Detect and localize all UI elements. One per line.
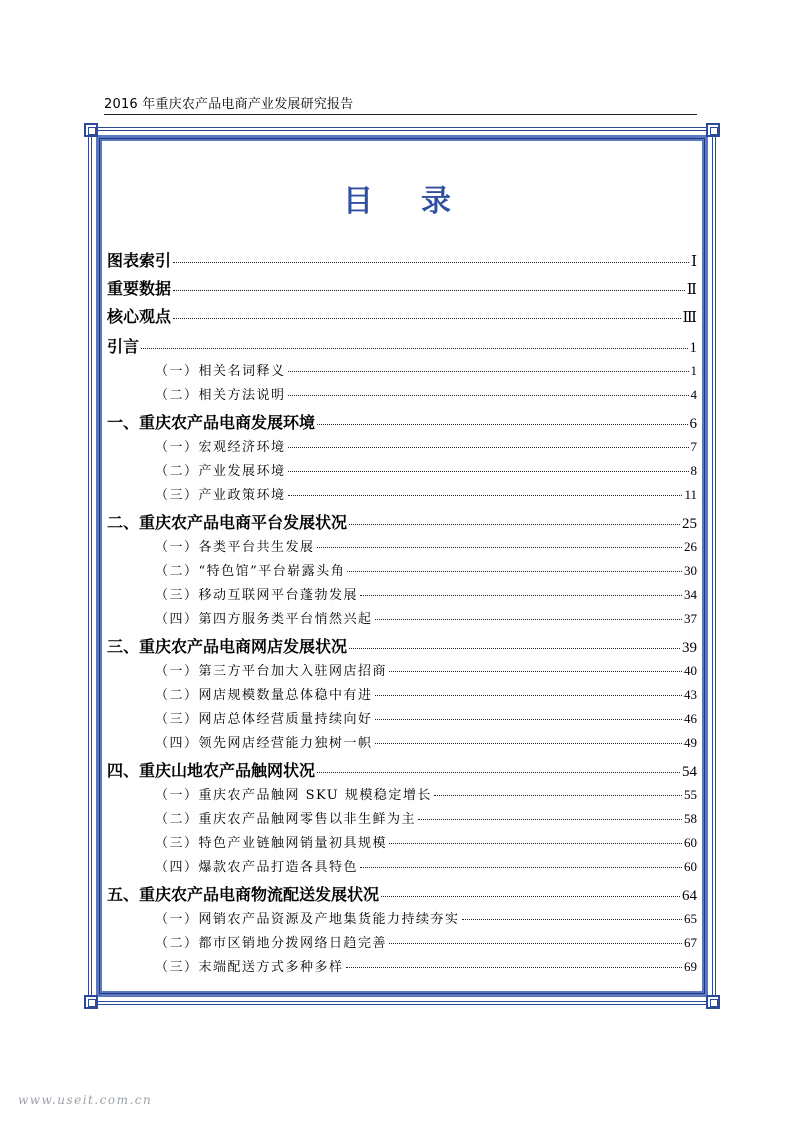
frame-corner-ornament (706, 123, 720, 137)
toc-dot-leader (375, 743, 682, 744)
toc-dot-leader (360, 867, 682, 868)
toc-entry[interactable] (155, 460, 697, 479)
running-header: 2016 年重庆农产品电商产业发展研究报告 (104, 97, 354, 112)
toc-entry-label: （四）领先网店经营能力独树一帜 (155, 736, 373, 751)
toc-dot-leader (389, 671, 682, 672)
toc-entry[interactable] (155, 684, 697, 703)
toc-entry-page: 4 (690, 387, 697, 402)
toc-entry-label: （一）相关名词释义 (155, 364, 286, 379)
toc-entry-page: 65 (684, 911, 697, 926)
toc-entry-label: 四、重庆山地农产品触网状况 (107, 761, 316, 780)
toc-entry-label: （三）网店总体经营质量持续向好 (155, 712, 373, 727)
toc-entry-page: Ⅲ (682, 310, 697, 326)
toc-entry-page: 39 (682, 640, 697, 656)
toc-entry-label: （一）网销农产品资源及产地集货能力持续夯实 (155, 912, 460, 927)
toc-dot-leader (434, 795, 682, 796)
toc-entry-page: 40 (684, 663, 697, 678)
toc-entry-label: （二）都市区销地分拨网络日趋完善 (155, 936, 388, 951)
toc-entry-page: 30 (684, 563, 697, 578)
toc-entry-page: 1 (689, 340, 697, 356)
toc-entry-page: 34 (684, 587, 697, 602)
toc-entry[interactable] (155, 660, 697, 679)
toc-entry[interactable] (155, 732, 697, 751)
toc-entry[interactable] (155, 832, 697, 851)
toc-entry[interactable] (155, 908, 697, 927)
toc-entry-label: （三）移动互联网平台蓬勃发展 (155, 588, 359, 603)
toc-dot-leader (317, 424, 687, 425)
toc-entry-page: 43 (684, 687, 697, 702)
toc-entry-label: （二）产业发展环境 (155, 464, 286, 479)
toc-dot-leader (317, 772, 680, 773)
toc-dot-leader (375, 719, 682, 720)
toc-entry-label: （二）重庆农产品触网零售以非生鲜为主 (155, 812, 417, 827)
toc-entry-page: 58 (684, 811, 697, 826)
frame-corner-ornament (84, 995, 98, 1009)
toc-entry-label: （一）宏观经济环境 (155, 440, 286, 455)
toc-entry-label: （二）“特色馆”平台崭露头角 (155, 564, 346, 579)
toc-entry-label: 核心观点 (107, 307, 172, 326)
toc-entry-page: Ⅰ (691, 254, 697, 270)
toc-dot-leader (349, 648, 680, 649)
toc-entry-label: （一）第三方平台加大入驻网店招商 (155, 664, 388, 679)
toc-entry-page: 60 (684, 835, 697, 850)
toc-entry[interactable] (107, 304, 697, 327)
frame-corner-ornament (706, 995, 720, 1009)
toc-dot-leader (462, 919, 682, 920)
toc-dot-leader (288, 395, 689, 396)
toc-entry[interactable] (107, 410, 697, 433)
toc-entry[interactable] (155, 360, 697, 379)
toc-dot-leader (349, 524, 680, 525)
toc-entry[interactable] (155, 932, 697, 951)
watermark: www.useit.com.cn (18, 1093, 153, 1107)
toc-entry-label: 二、重庆农产品电商平台发展状况 (107, 513, 348, 532)
toc-entry-label: 三、重庆农产品电商网店发展状况 (107, 637, 348, 656)
toc-dot-leader (288, 495, 683, 496)
toc-entry-page: 6 (689, 416, 697, 432)
toc-dot-leader (173, 262, 689, 263)
toc-entry[interactable] (155, 808, 697, 827)
toc-dot-leader (389, 843, 682, 844)
page-title: 目录 (343, 184, 499, 219)
toc-entry-label: 图表索引 (107, 251, 172, 270)
toc-entry-label: （三）产业政策环境 (155, 488, 286, 503)
toc-entry[interactable] (155, 708, 697, 727)
toc-dot-leader (288, 447, 689, 448)
toc-entry-label: 五、重庆农产品电商物流配送发展状况 (107, 885, 380, 904)
toc-entry[interactable] (155, 560, 697, 579)
toc-entry[interactable] (155, 484, 697, 503)
toc-dot-leader (173, 318, 681, 319)
toc-entry-page: 64 (682, 888, 697, 904)
toc-entry[interactable] (107, 634, 697, 657)
toc-entry[interactable] (155, 784, 697, 803)
toc-dot-leader (141, 348, 687, 349)
toc-dot-leader (317, 547, 682, 548)
toc-entry-page: 1 (690, 363, 697, 378)
toc-entry-label: （四）爆款农产品打造各具特色 (155, 860, 359, 875)
toc-dot-leader (173, 290, 685, 291)
toc-entry-label: （三）特色产业链触网销量初具规模 (155, 836, 388, 851)
toc-entry[interactable] (107, 248, 697, 271)
toc-entry-page: Ⅱ (686, 282, 697, 298)
header-rule (104, 114, 697, 115)
toc-entry-label: （一）各类平台共生发展 (155, 540, 315, 555)
toc-entry[interactable] (107, 276, 697, 299)
toc-dot-leader (347, 571, 682, 572)
toc-entry[interactable] (107, 510, 697, 533)
toc-dot-leader (288, 471, 689, 472)
toc-entry[interactable] (155, 436, 697, 455)
toc-entry-label: （一）重庆农产品触网 SKU 规模稳定增长 (155, 788, 432, 803)
toc-entry[interactable] (155, 584, 697, 603)
toc-entry-page: 55 (684, 787, 697, 802)
toc-entry[interactable] (155, 608, 697, 627)
toc-entry-page: 8 (690, 463, 697, 478)
toc-entry-label: 一、重庆农产品电商发展环境 (107, 413, 316, 432)
toc-entry-label: （三）末端配送方式多种多样 (155, 960, 344, 975)
toc-entry-label: 引言 (107, 337, 140, 356)
toc-entry-page: 60 (684, 859, 697, 874)
toc-entry-page: 67 (684, 935, 697, 950)
toc-dot-leader (288, 371, 689, 372)
toc-entry[interactable] (155, 536, 697, 555)
toc-entry-page: 25 (682, 516, 697, 532)
toc-entry[interactable] (155, 956, 697, 975)
toc-entry[interactable] (155, 856, 697, 875)
toc-dot-leader (360, 595, 682, 596)
toc-entry-page: 54 (682, 764, 697, 780)
toc-entry-page: 26 (684, 539, 697, 554)
toc-dot-leader (375, 619, 682, 620)
toc-entry-page: 11 (684, 487, 697, 502)
toc-dot-leader (418, 819, 682, 820)
toc-entry-page: 49 (684, 735, 697, 750)
toc-dot-leader (389, 943, 682, 944)
toc-dot-leader (381, 896, 680, 897)
toc-entry-label: （二）相关方法说明 (155, 388, 286, 403)
toc-entry[interactable] (107, 882, 697, 905)
toc-dot-leader (346, 967, 682, 968)
toc-dot-leader (375, 695, 682, 696)
toc-entry-page: 37 (684, 611, 697, 626)
toc-entry[interactable] (107, 758, 697, 781)
toc-entry[interactable] (155, 384, 697, 403)
toc-entry-page: 7 (690, 439, 697, 454)
toc-entry-label: （二）网店规模数量总体稳中有进 (155, 688, 373, 703)
toc-entry-page: 69 (684, 959, 697, 974)
frame-corner-ornament (84, 123, 98, 137)
toc-entry-label: （四）第四方服务类平台悄然兴起 (155, 612, 373, 627)
toc-entry[interactable] (107, 334, 697, 357)
toc-entry-page: 46 (684, 711, 697, 726)
toc-entry-label: 重要数据 (107, 279, 172, 298)
